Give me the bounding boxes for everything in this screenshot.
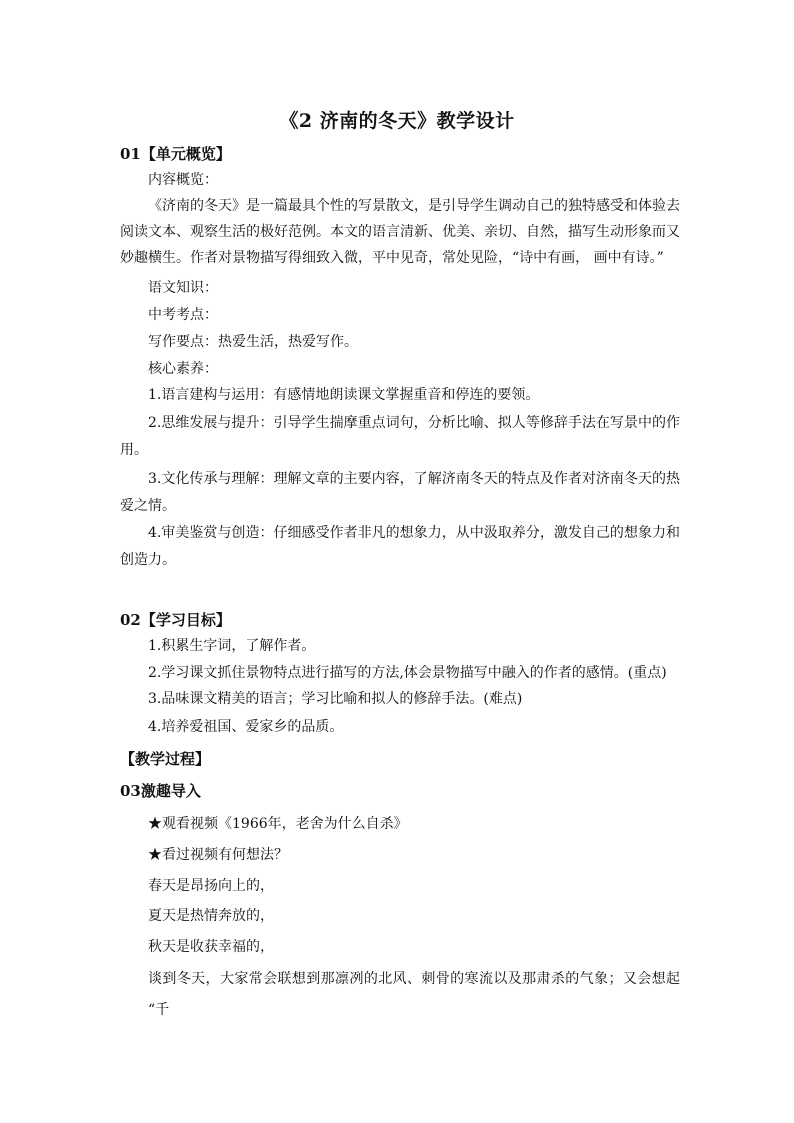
section-heading-learning-goals: 02【学习目标】 xyxy=(120,611,231,629)
overview-paragraph-line: 阅读文本、观察生活的极好范例。本文的语言清新、优美、亲切、自然，描写生动形象而又 xyxy=(120,224,680,240)
lead-in-line: 夏天是热情奔放的， xyxy=(148,908,274,924)
learning-goal-item: 4.培养爱祖国、爱家乡的品质。 xyxy=(148,719,344,735)
section-heading-unit-overview: 01【单元概览】 xyxy=(120,145,231,163)
content-overview-label: 内容概览： xyxy=(148,172,218,188)
lead-in-line: 秋天是收获幸福的， xyxy=(148,939,274,955)
learning-goal-item: 1.积累生字词，了解作者。 xyxy=(148,638,316,654)
lead-in-line: ★观看视频《1966年，老舍为什么自杀》 xyxy=(148,816,408,832)
writing-points-text: 写作要点：热爱生活，热爱写作。 xyxy=(148,334,358,350)
core-literacy-item: 1.语言建构与运用：有感情地朗读课文掌握重音和停连的要领。 xyxy=(148,387,540,403)
overview-paragraph-line: 妙趣横生。作者对景物描写得细致入微，平中见奇，常处见险，“诗中有画， 画中有诗。” xyxy=(120,250,664,266)
core-literacy-item: 2.思维发展与提升：引导学生揣摩重点词句，分析比喻、拟人等修辞手法在写景中的作 xyxy=(148,415,680,431)
core-literacy-item: 3.文化传承与理解：理解文章的主要内容，了解济南冬天的特点及作者对济南冬天的热 xyxy=(148,471,680,487)
lead-in-line: 谈到冬天，大家常会联想到那凛冽的北风、刺骨的寒流以及那肃杀的气象；又会想起 xyxy=(148,971,680,987)
learning-goal-item: 2.学习课文抓住景物特点进行描写的方法,体会景物描写中融入的作者的感情。(重点) xyxy=(148,665,667,681)
overview-paragraph-line: 《济南的冬天》是一篇最具个性的写景散文，是引导学生调动自己的独特感受和体验去 xyxy=(148,198,680,214)
chinese-knowledge-label: 语文知识： xyxy=(148,280,218,296)
section-heading-teaching-process: 【教学过程】 xyxy=(120,750,211,768)
lead-in-line: ★看过视频有何想法？ xyxy=(148,847,288,863)
lead-in-line: 春天是昂扬向上的， xyxy=(148,878,274,894)
core-literacy-item: 4.审美鉴赏与创造：仔细感受作者非凡的想象力，从中汲取养分，激发自己的想象力和 xyxy=(148,525,680,541)
core-literacy-item-continued: 用。 xyxy=(120,442,148,458)
lead-in-line: “千 xyxy=(148,1002,170,1018)
document-title: 《2 济南的冬天》教学设计 xyxy=(279,110,515,132)
subsection-heading-lead-in: 03激趣导入 xyxy=(120,782,201,800)
core-literacy-label: 核心素养： xyxy=(148,361,218,377)
exam-points-label: 中考考点： xyxy=(148,307,218,323)
learning-goal-item: 3.品味课文精美的语言；学习比喻和拟人的修辞手法。(难点) xyxy=(148,691,523,707)
core-literacy-item-continued: 爱之情。 xyxy=(120,498,176,514)
core-literacy-item-continued: 创造力。 xyxy=(120,552,176,568)
